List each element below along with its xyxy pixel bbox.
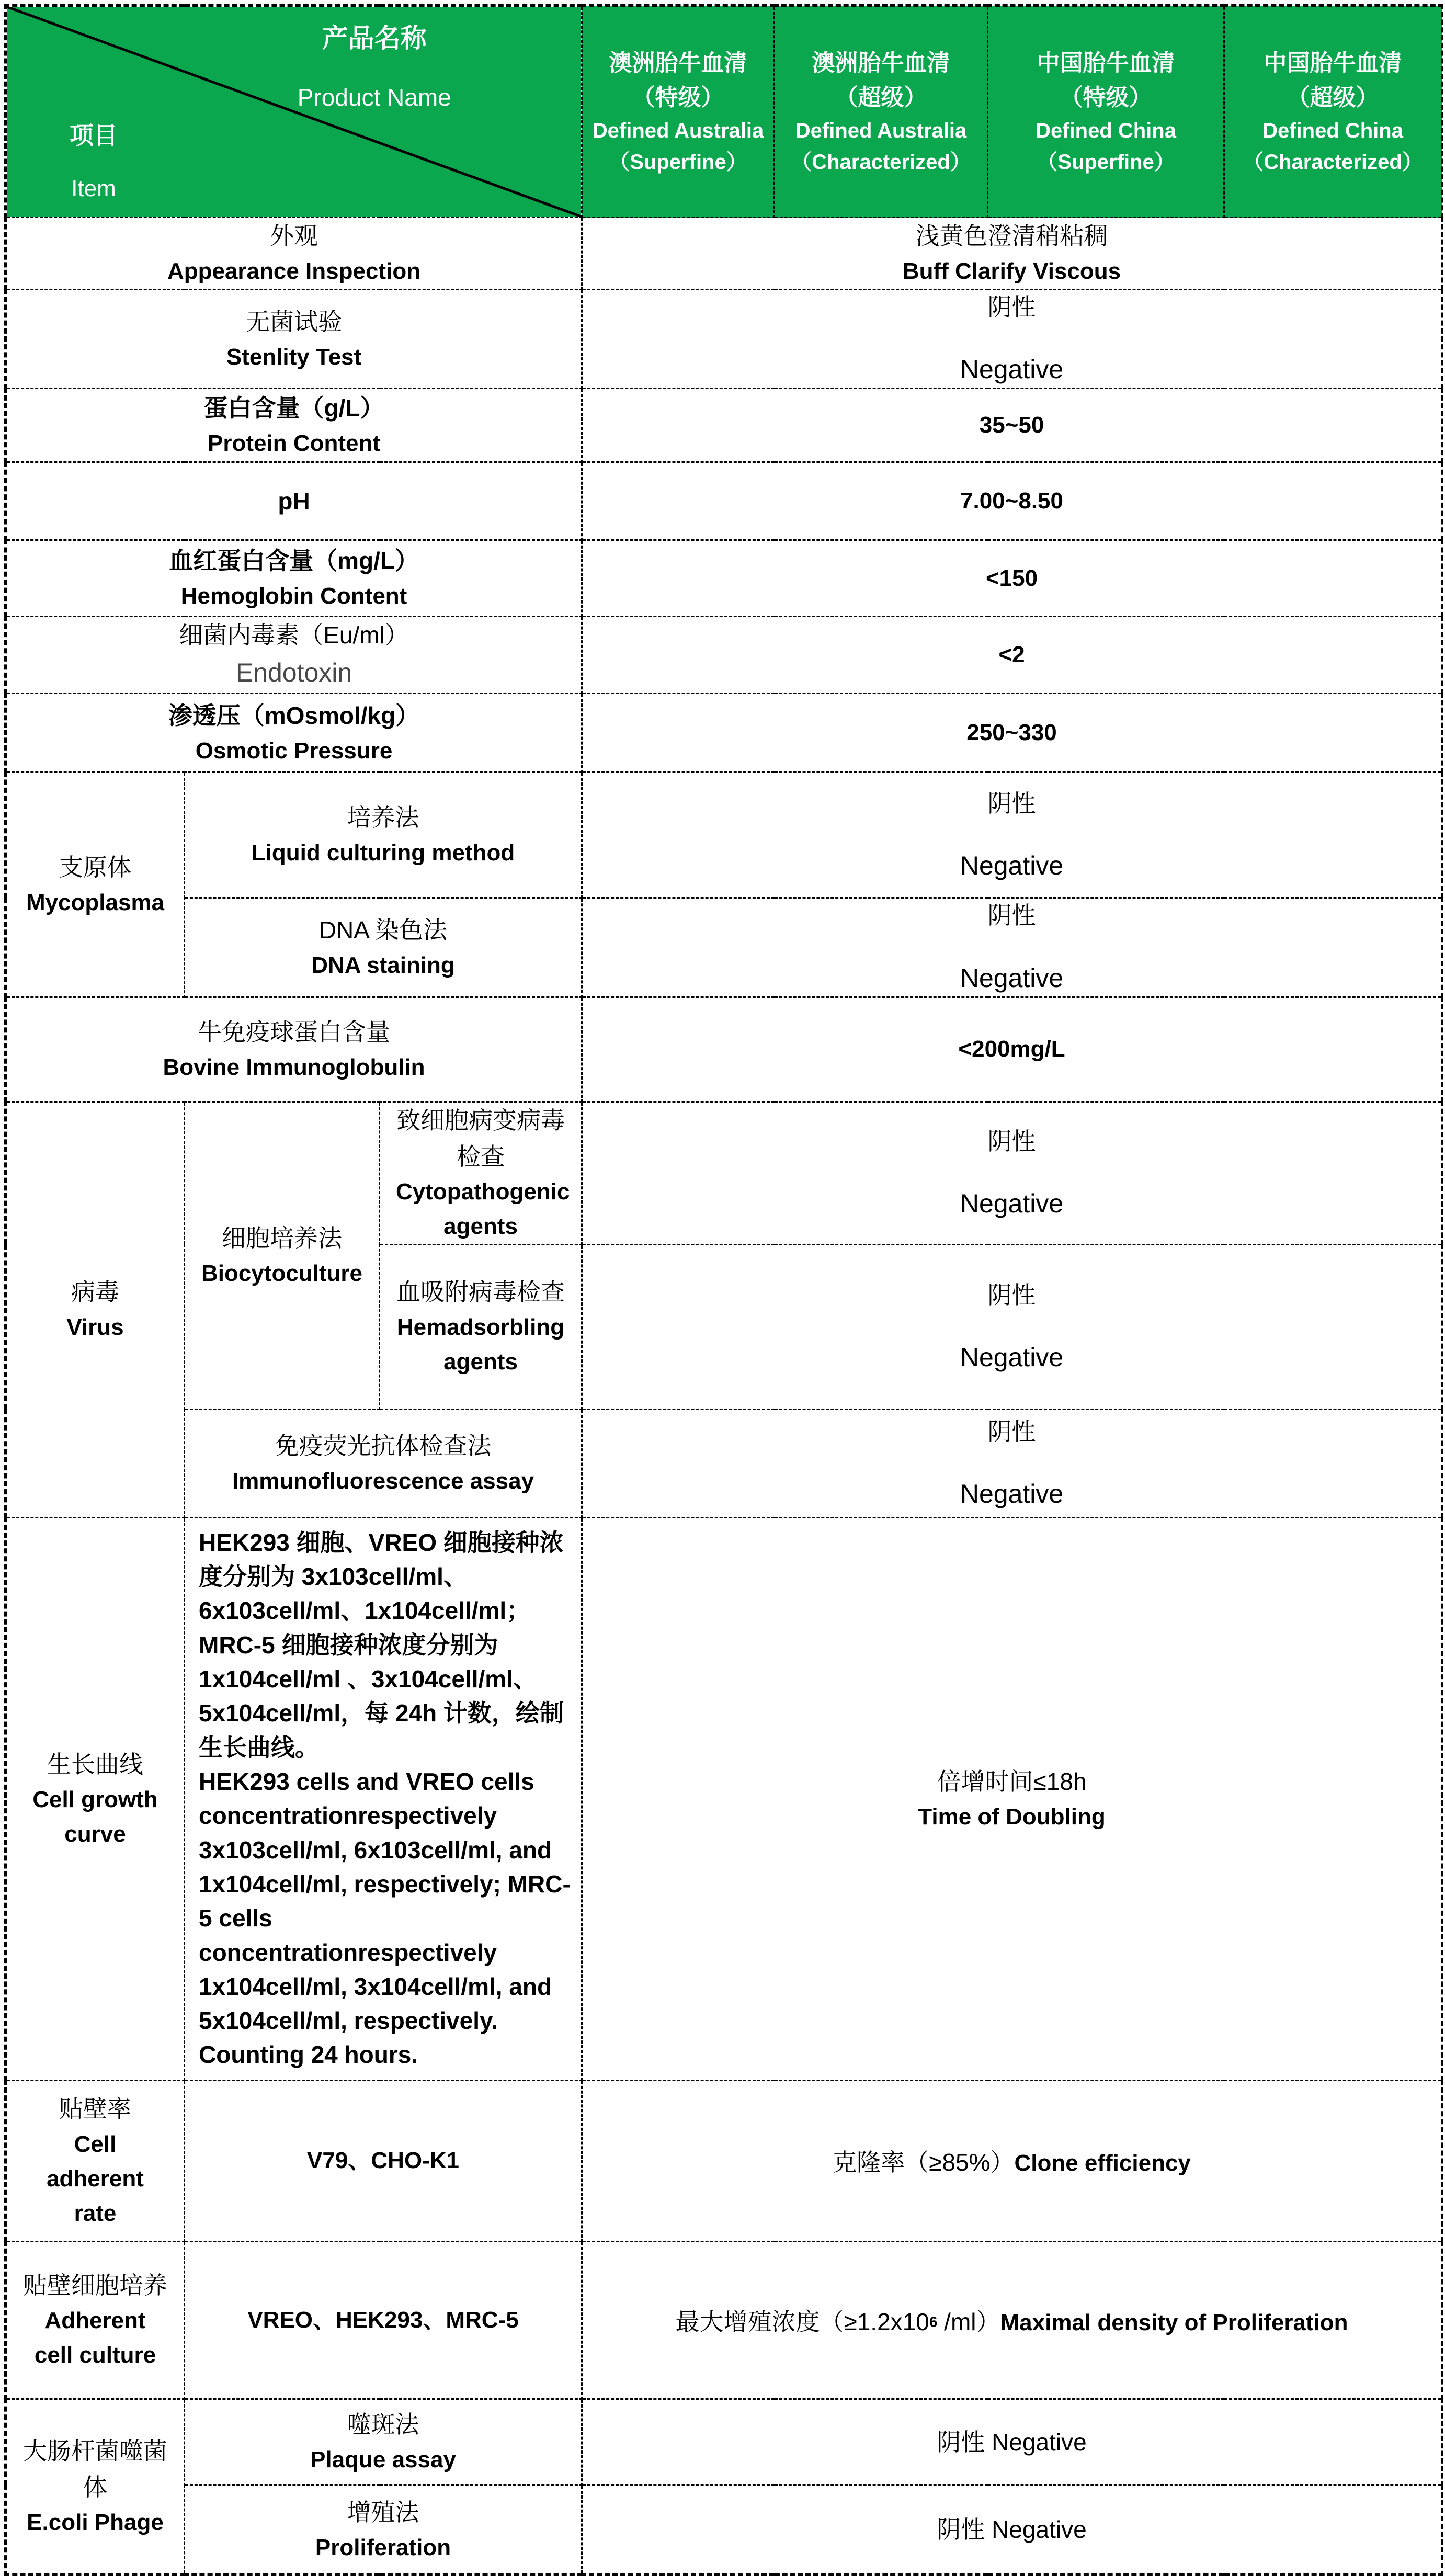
value-zh: 克隆率（≥85%） (833, 2149, 1015, 2176)
value-suffix: /ml） (937, 2308, 1000, 2335)
value-en: Negative (960, 851, 1064, 881)
item-immunoglobulin (6, 997, 582, 1102)
item-label-zh: 致细胞病变病毒检查 (396, 1106, 565, 1170)
item-label-en: Osmotic Pressure (195, 737, 393, 764)
value-en: Buff Clarify Viscous (902, 258, 1121, 284)
value: 阴性 Negative (937, 2516, 1087, 2544)
value-mycoplasma-dna (582, 898, 1442, 997)
corner-item (36, 121, 151, 203)
clone-efficiency (583, 2143, 1441, 2178)
value-zh: 浅黄色澄清稍粘稠 (915, 222, 1108, 249)
item-label-zh: 增殖法 (347, 2498, 419, 2526)
product-grade-zh: （超级） (835, 84, 927, 110)
column-header-australia-characterized (775, 6, 988, 218)
value-zh: 阴性 (987, 902, 1036, 929)
item-label-en: Immunofluorescence assay (232, 1468, 534, 1494)
item-label-zh: 病毒 (71, 1278, 119, 1306)
value-en: Time of Doubling (918, 1803, 1106, 1830)
item-label-en: Biocytoculture (201, 1260, 363, 1286)
corner-item-en: Item (71, 176, 116, 202)
item-mycoplasma (6, 773, 185, 997)
row-appearance (6, 218, 1442, 290)
item-label-en: Proliferation (315, 2534, 451, 2560)
value-zh: 阴性 (987, 1127, 1036, 1155)
item-label-zh: 外观 (270, 222, 318, 249)
value-zh: 阴性 (987, 1417, 1036, 1445)
item-label-zh: 细胞培养法 (222, 1224, 342, 1252)
item-plaque-assay (185, 2399, 582, 2485)
item-label-zh: 噬斑法 (347, 2411, 419, 2438)
item-label-en: E.coli Phage (27, 2509, 164, 2535)
item-label-zh: 培养法 (347, 804, 419, 832)
item-appearance (6, 218, 582, 290)
value-en: Negative (960, 1188, 1064, 1218)
item-protein (6, 389, 582, 462)
item-endotoxin (6, 617, 582, 694)
corner-product-name (185, 22, 564, 112)
product-grade-zh: （超级） (1287, 84, 1379, 110)
value-zh: 倍增时间≤18h (937, 1767, 1087, 1795)
value-immunoglobulin (582, 997, 1442, 1102)
value-virus-cytopathogenic (582, 1102, 1442, 1244)
item-label-en: Protein Content (208, 430, 380, 456)
value-en: Negative (960, 355, 1064, 384)
row-endotoxin (6, 617, 1442, 694)
row-sterility (6, 290, 1442, 389)
item-label-zh: 血吸附病毒检查 (396, 1278, 565, 1306)
item-cytopathogenic (380, 1102, 582, 1244)
row-adherent-rate (6, 2080, 1442, 2241)
item-label-en: Plaque assay (310, 2447, 456, 2473)
value-zh: 阴性 (987, 1281, 1036, 1309)
item-label-zh: 牛免疫球蛋白含量 (198, 1018, 390, 1046)
value-en: Negative (960, 1479, 1064, 1508)
item-adherent-culture-cells (185, 2241, 582, 2399)
value: <150 (985, 565, 1038, 591)
item-label-en: Cell adherent rate (47, 2131, 144, 2226)
value-phage-proliferation (582, 2485, 1442, 2574)
item-label-en: Liquid culturing method (251, 840, 515, 866)
maximal-density (583, 2303, 1441, 2337)
header-row (6, 6, 1442, 218)
row-virus-immunofluorescence (6, 1409, 1442, 1517)
item-label-zh: 免疫荧光抗体检查法 (275, 1432, 492, 1460)
corner-item-zh: 项目 (70, 122, 118, 150)
item-growth-curve (6, 1517, 185, 2080)
value-protein (582, 389, 1442, 462)
item-biocytoculture (185, 1102, 380, 1409)
product-grade-en: （Superfine） (609, 150, 747, 174)
value-hemoglobin (582, 540, 1442, 617)
product-grade-en: （Characterized） (791, 150, 971, 174)
growth-description-en: HEK293 cells and VREO cells concentrationrespectively 3x103cell/ml, 6x103cell/ml, and 1x104cell/ml, respectively; MRC-5 cells concentrationrespectively 1x104cell/ml, 3x104cell/ml, and 5x104cell/ml, respectively. Counting 24 hours. (199, 1767, 571, 2069)
item-culturing-method (185, 773, 582, 898)
value: 阴性 Negative (937, 2428, 1087, 2456)
corner-product-name-zh: 产品名称 (322, 24, 427, 53)
item-osmotic (6, 694, 582, 773)
item-label-zh: 无菌试验 (246, 308, 342, 335)
value-prefix: 最大增殖浓度（≥1.2x10 (675, 2308, 929, 2335)
item-label-en: Virus (66, 1314, 124, 1341)
row-ph (6, 462, 1442, 540)
item-adherent-rate-cells (185, 2080, 582, 2241)
corner-header-cell (6, 6, 582, 218)
item-sterility (6, 290, 582, 389)
product-name-en: Defined Australia (795, 119, 967, 142)
value-adherent-rate (582, 2080, 1442, 2241)
item-label-zh: 支原体 (59, 854, 131, 881)
value-mycoplasma-culturing (582, 773, 1442, 898)
column-header-china-characterized (1224, 6, 1442, 218)
value-virus-immunofluorescence (582, 1409, 1442, 1517)
item-ph (6, 462, 582, 540)
item-label-en: Cytopathogenic agents (396, 1178, 570, 1239)
item-ecoli-phage (6, 2399, 185, 2574)
value-adherent-culture (582, 2241, 1442, 2399)
product-name-zh: 中国胎牛血清 (1264, 50, 1402, 76)
item-proliferation (185, 2485, 582, 2574)
item-label-en: Endotoxin (235, 658, 352, 688)
product-name-zh: 澳洲胎牛血清 (812, 50, 950, 76)
value-en: Maximal density of Proliferation (1000, 2309, 1348, 2335)
product-name-zh: 中国胎牛血清 (1037, 50, 1175, 76)
row-protein (6, 389, 1442, 462)
item-hemadsorbing (380, 1244, 582, 1409)
product-name-en: Defined China (1036, 119, 1176, 142)
value-ph (582, 462, 1442, 540)
row-phage-proliferation (6, 2485, 1442, 2574)
row-mycoplasma-dna (6, 898, 1442, 997)
item-label-en: Bovine Immunoglobulin (163, 1054, 425, 1080)
product-spec-table (4, 4, 1443, 2576)
item-adherent-culture (6, 2241, 185, 2399)
product-grade-en: （Superfine） (1037, 150, 1175, 174)
item-label: pH (278, 487, 310, 515)
item-label-zh: 血红蛋白含量（mg/L） (169, 547, 419, 575)
value-virus-hemadsorbing (582, 1244, 1442, 1409)
value-osmotic (582, 694, 1442, 773)
product-name-zh: 澳洲胎牛血清 (609, 50, 747, 76)
item-label-zh: DNA 染色法 (318, 916, 448, 944)
value: 250~330 (966, 720, 1057, 746)
product-grade-zh: （特级） (632, 84, 724, 110)
row-immunoglobulin (6, 997, 1442, 1102)
growth-method-description (185, 1517, 582, 2080)
value: 7.00~8.50 (960, 488, 1063, 514)
cell-lines: V79、CHO-K1 (307, 2148, 459, 2174)
value-growth-curve (582, 1517, 1442, 2080)
item-label-en: Adherent cell culture (34, 2308, 156, 2368)
value-appearance (582, 218, 1442, 290)
item-label-en: Cell growth curve (32, 1786, 158, 1847)
item-label-zh: 大肠杆菌噬菌体 (23, 2437, 167, 2501)
item-label-zh: 贴壁率 (59, 2095, 131, 2123)
value-en: Clone efficiency (1014, 2150, 1191, 2176)
item-label-zh: 蛋白含量（g/L） (203, 394, 384, 422)
row-growth-curve (6, 1517, 1442, 2080)
row-osmotic (6, 694, 1442, 773)
item-label-zh: 渗透压（mOsmol/kg） (168, 701, 420, 729)
value-zh: 阴性 (987, 293, 1036, 321)
product-grade-zh: （特级） (1060, 84, 1152, 110)
product-grade-en: （Characterized） (1243, 150, 1423, 174)
item-label-en: Hemoglobin Content (180, 583, 407, 609)
item-label-en: Mycoplasma (26, 890, 165, 916)
row-phage-plaque (6, 2399, 1442, 2485)
item-label-zh: 贴壁细胞培养 (23, 2272, 167, 2299)
item-label-en: Hemadsorbling agents (396, 1314, 565, 1375)
column-header-china-superfine (988, 6, 1224, 218)
value-zh: 阴性 (987, 789, 1036, 817)
row-virus-cytopathogenic (6, 1102, 1442, 1244)
item-hemoglobin (6, 540, 582, 617)
item-label-en: DNA staining (311, 952, 455, 979)
item-dna-staining (185, 898, 582, 997)
item-label-en: Stenlity Test (226, 344, 362, 370)
product-name-en: Defined China (1262, 119, 1403, 142)
item-label-zh: 细菌内毒素（Eu/ml） (179, 621, 409, 649)
product-name-en: Defined Australia (592, 119, 764, 142)
item-adherent-rate (6, 2080, 185, 2241)
row-mycoplasma-culturing (6, 773, 1442, 898)
item-immunofluorescence (185, 1409, 582, 1517)
item-label-en: Appearance Inspection (167, 258, 421, 284)
value-en: Negative (960, 1342, 1064, 1372)
row-adherent-culture (6, 2241, 1442, 2399)
cell-lines: VREO、HEK293、MRC-5 (247, 2307, 519, 2333)
column-header-australia-superfine (582, 6, 775, 218)
value: <2 (998, 642, 1025, 668)
value-superscript: 6 (929, 2313, 938, 2330)
corner-product-name-en: Product Name (297, 84, 451, 111)
value-en: Negative (960, 963, 1064, 993)
value-sterility (582, 290, 1442, 389)
row-hemoglobin (6, 540, 1442, 617)
item-label-zh: 生长曲线 (47, 1750, 143, 1778)
item-virus (6, 1102, 185, 1517)
value: <200mg/L (958, 1036, 1065, 1062)
value-phage-plaque (582, 2399, 1442, 2485)
growth-description-zh: HEK293 细胞、VREO 细胞接种浓度分别为 3x103cell/ml、6x103cell/ml、1x104cell/ml；MRC-5 细胞接种浓度分别为 1x104cell/ml 、3x104cell/ml、5x104cell/ml，每 24h 计数，绘制生长曲线。 (199, 1528, 564, 1761)
value-endotoxin (582, 617, 1442, 694)
value: 35~50 (979, 412, 1044, 438)
